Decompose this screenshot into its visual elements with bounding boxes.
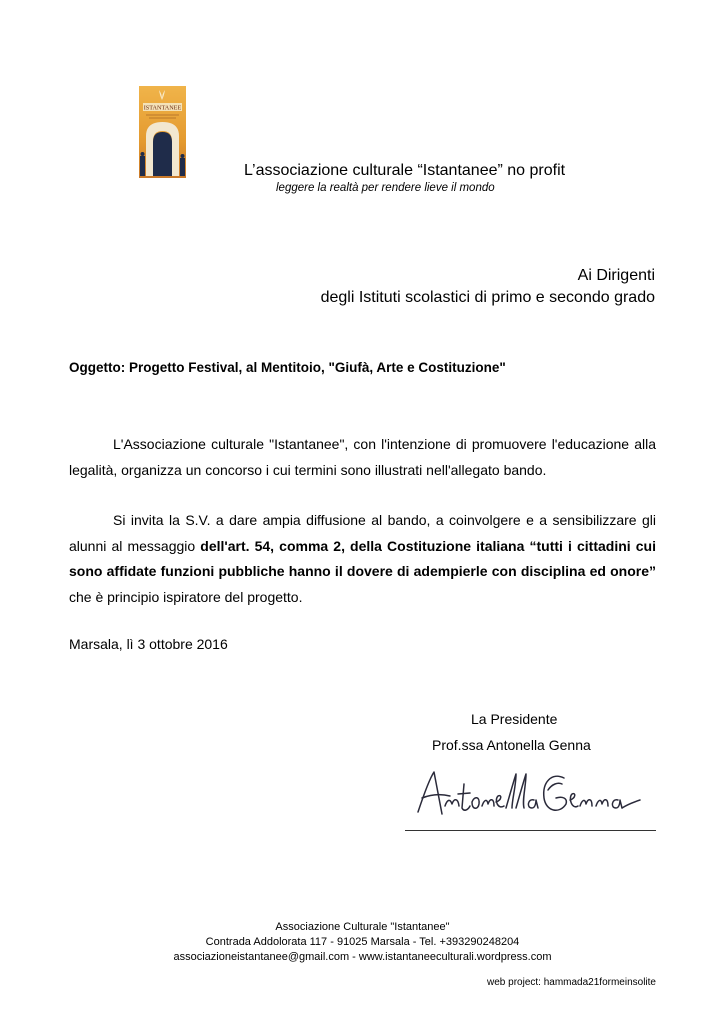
footer-address: Contrada Addolorata 117 - 91025 Marsala - Tel. +393290248204 [205, 936, 520, 948]
signature-line [405, 830, 656, 831]
recipient-line-1: Ai Dirigenti [577, 267, 655, 284]
signatory-name: Prof.ssa Antonella Genna [432, 737, 591, 753]
constitution-quote: dell'art. 54, comma 2, della Costituzione italiana “tutti i cittadini cui sono affidate funzioni pubbliche hanno il dovere di adempierle con disciplina ed onore” [69, 537, 656, 579]
paragraph-2-intro: Si invita la S.V. a dare ampia diffusione al bando, a coinvolgere e a sensibilizzare gli alunni al messaggio [69, 512, 656, 554]
subject-line: Oggetto: Progetto Festival, al Mentitoio, "Giufà, Arte e Costituzione" [69, 360, 506, 375]
handwritten-signature [412, 764, 652, 826]
body-paragraph-2 [69, 508, 656, 610]
footer-contacts: associazioneistantanee@gmail.com - www.istantaneeculturali.wordpress.com [173, 951, 552, 963]
footer-association-name: Associazione Culturale "Istantanee" [275, 921, 450, 933]
signatory-role: La Presidente [471, 711, 558, 727]
date-line: Marsala, lì 3 ottobre 2016 [69, 636, 228, 652]
istantanee-logo [139, 86, 186, 178]
paragraph-1-text: L'Associazione culturale "Istantanee", con l'intenzione di promuovere l'educazione alla legalità, organizza un concorso i cui termini sono illustrati nell'allegato bando. [69, 436, 656, 478]
web-project-credit: web project: hammada21formeinsolite [487, 977, 656, 988]
body-paragraph-1 [69, 432, 656, 483]
association-title: L’associazione culturale “Istantanee” no profit [244, 162, 566, 179]
paragraph-2-outro: che è principio ispiratore del progetto. [69, 588, 303, 605]
recipient-line-2: degli Istituti scolastici di primo e secondo grado [320, 289, 655, 306]
association-motto: leggere la realtà per rendere lieve il mondo [276, 182, 495, 194]
svg-text:ISTANTANEE: ISTANTANEE [143, 104, 182, 112]
